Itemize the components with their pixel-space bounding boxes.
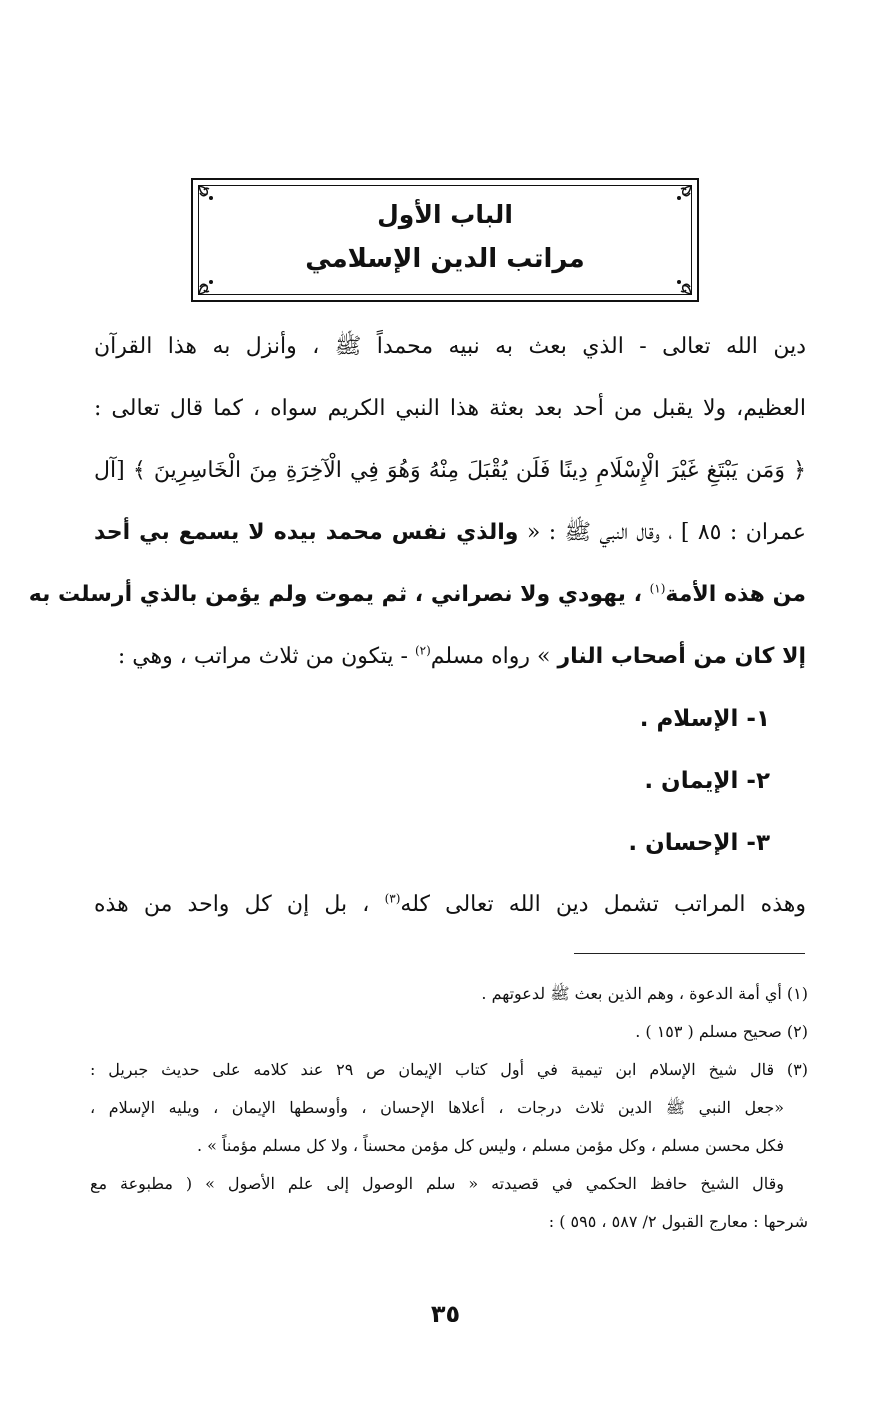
footnote: (١) أي أمة الدعوة ، وهم الذين بعث ﷺ لدعوتهم . [481,984,808,1003]
text-segment: عمران : ٨٥ ] ، وقال النبي ﷺ : « [518,520,806,545]
corner-ornament-icon [669,272,693,296]
footnotes [90,975,808,1241]
footnote-quote-line: «جعل النبي ﷺ الدين ثلاث درجات ، أعلاها الإحسان ، وأوسطها الإيمان ، ويليه الإسلام ، [90,1098,785,1117]
text-line [94,626,806,688]
list-item: ٣- الإحسان . [628,830,770,856]
text-line [94,874,806,936]
text-line [94,502,806,564]
quran-verse-line: ﴿ وَمَن يَبْتَغِ غَيْرَ الْإِسْلَامِ دِينًا فَلَن يُقْبَلَ مِنْهُ وَهُوَ فِي الْآخِرَةِ مِنَ الْخَاسِرِينَ ﴾ [آل [94,458,806,483]
footnote-ref: (١) [649,581,666,596]
hadith-text: إلا كان من أصحاب النار [557,644,806,669]
text-line: العظيم، ولا يقبل من أحد بعد بعثة هذا النبي الكريم سواه ، كما قال تعالى : [94,396,806,421]
text-segment: » رواه مسلم [430,644,558,669]
text-line [28,564,806,626]
text-segment: وهذه المراتب تشمل دين الله تعالى كله [400,892,806,917]
text-segment: - يتكون من ثلاث مراتب ، وهي : [117,644,415,669]
page-number: ٣٥ [430,1300,461,1328]
list-item: ٢- الإيمان . [644,768,770,794]
footnote-ref: (٣) [384,891,401,906]
footnote-quote-line: فكل محسن مسلم ، وكل مؤمن مسلم ، وليس كل مؤمن محسناً ، ولا كل مسلم مؤمناً » . [197,1136,784,1155]
footnote-line: شرحها : معارج القبول ٢/ ٥٨٧ ، ٥٩٥ ) : [548,1212,808,1231]
list-item: ١- الإسلام . [639,706,770,732]
text-line: دين الله تعالى - الذي بعث به نبيه محمداً ﷺ ، وأنزل به هذا القرآن [94,334,806,359]
footnote: (٣) قال شيخ الإسلام ابن تيمية في أول كتاب الإيمان ص ٢٩ عند كلامه على حديث جبريل : [90,1060,809,1079]
chapter-title: الباب الأول [377,200,513,229]
footnote-line: وقال الشيخ حافظ الحكمي في قصيدته « سلم الوصول إلى علم الأصول » ( مطبوعة مع [90,1174,784,1193]
chapter-heading-frame [191,178,699,302]
hadith-text: والذي نفس محمد بيده لا يسمع بي أحد [94,520,519,545]
text-segment: ، بل إن كل واحد من هذه [94,892,385,917]
corner-ornament-icon [197,272,221,296]
hadith-text: ، يهودي ولا نصراني ، ثم يموت ولم يؤمن بالذي أرسلت به [28,582,650,607]
hadith-text: من هذه الأمة [665,582,806,607]
footnote: (٢) صحيح مسلم ( ١٥٣ ) . [635,1022,808,1041]
footnote-ref: (٢) [414,643,431,658]
chapter-subtitle: مراتب الدين الإسلامي [305,244,585,274]
footnote-separator [574,953,805,954]
main-text [28,316,806,936]
